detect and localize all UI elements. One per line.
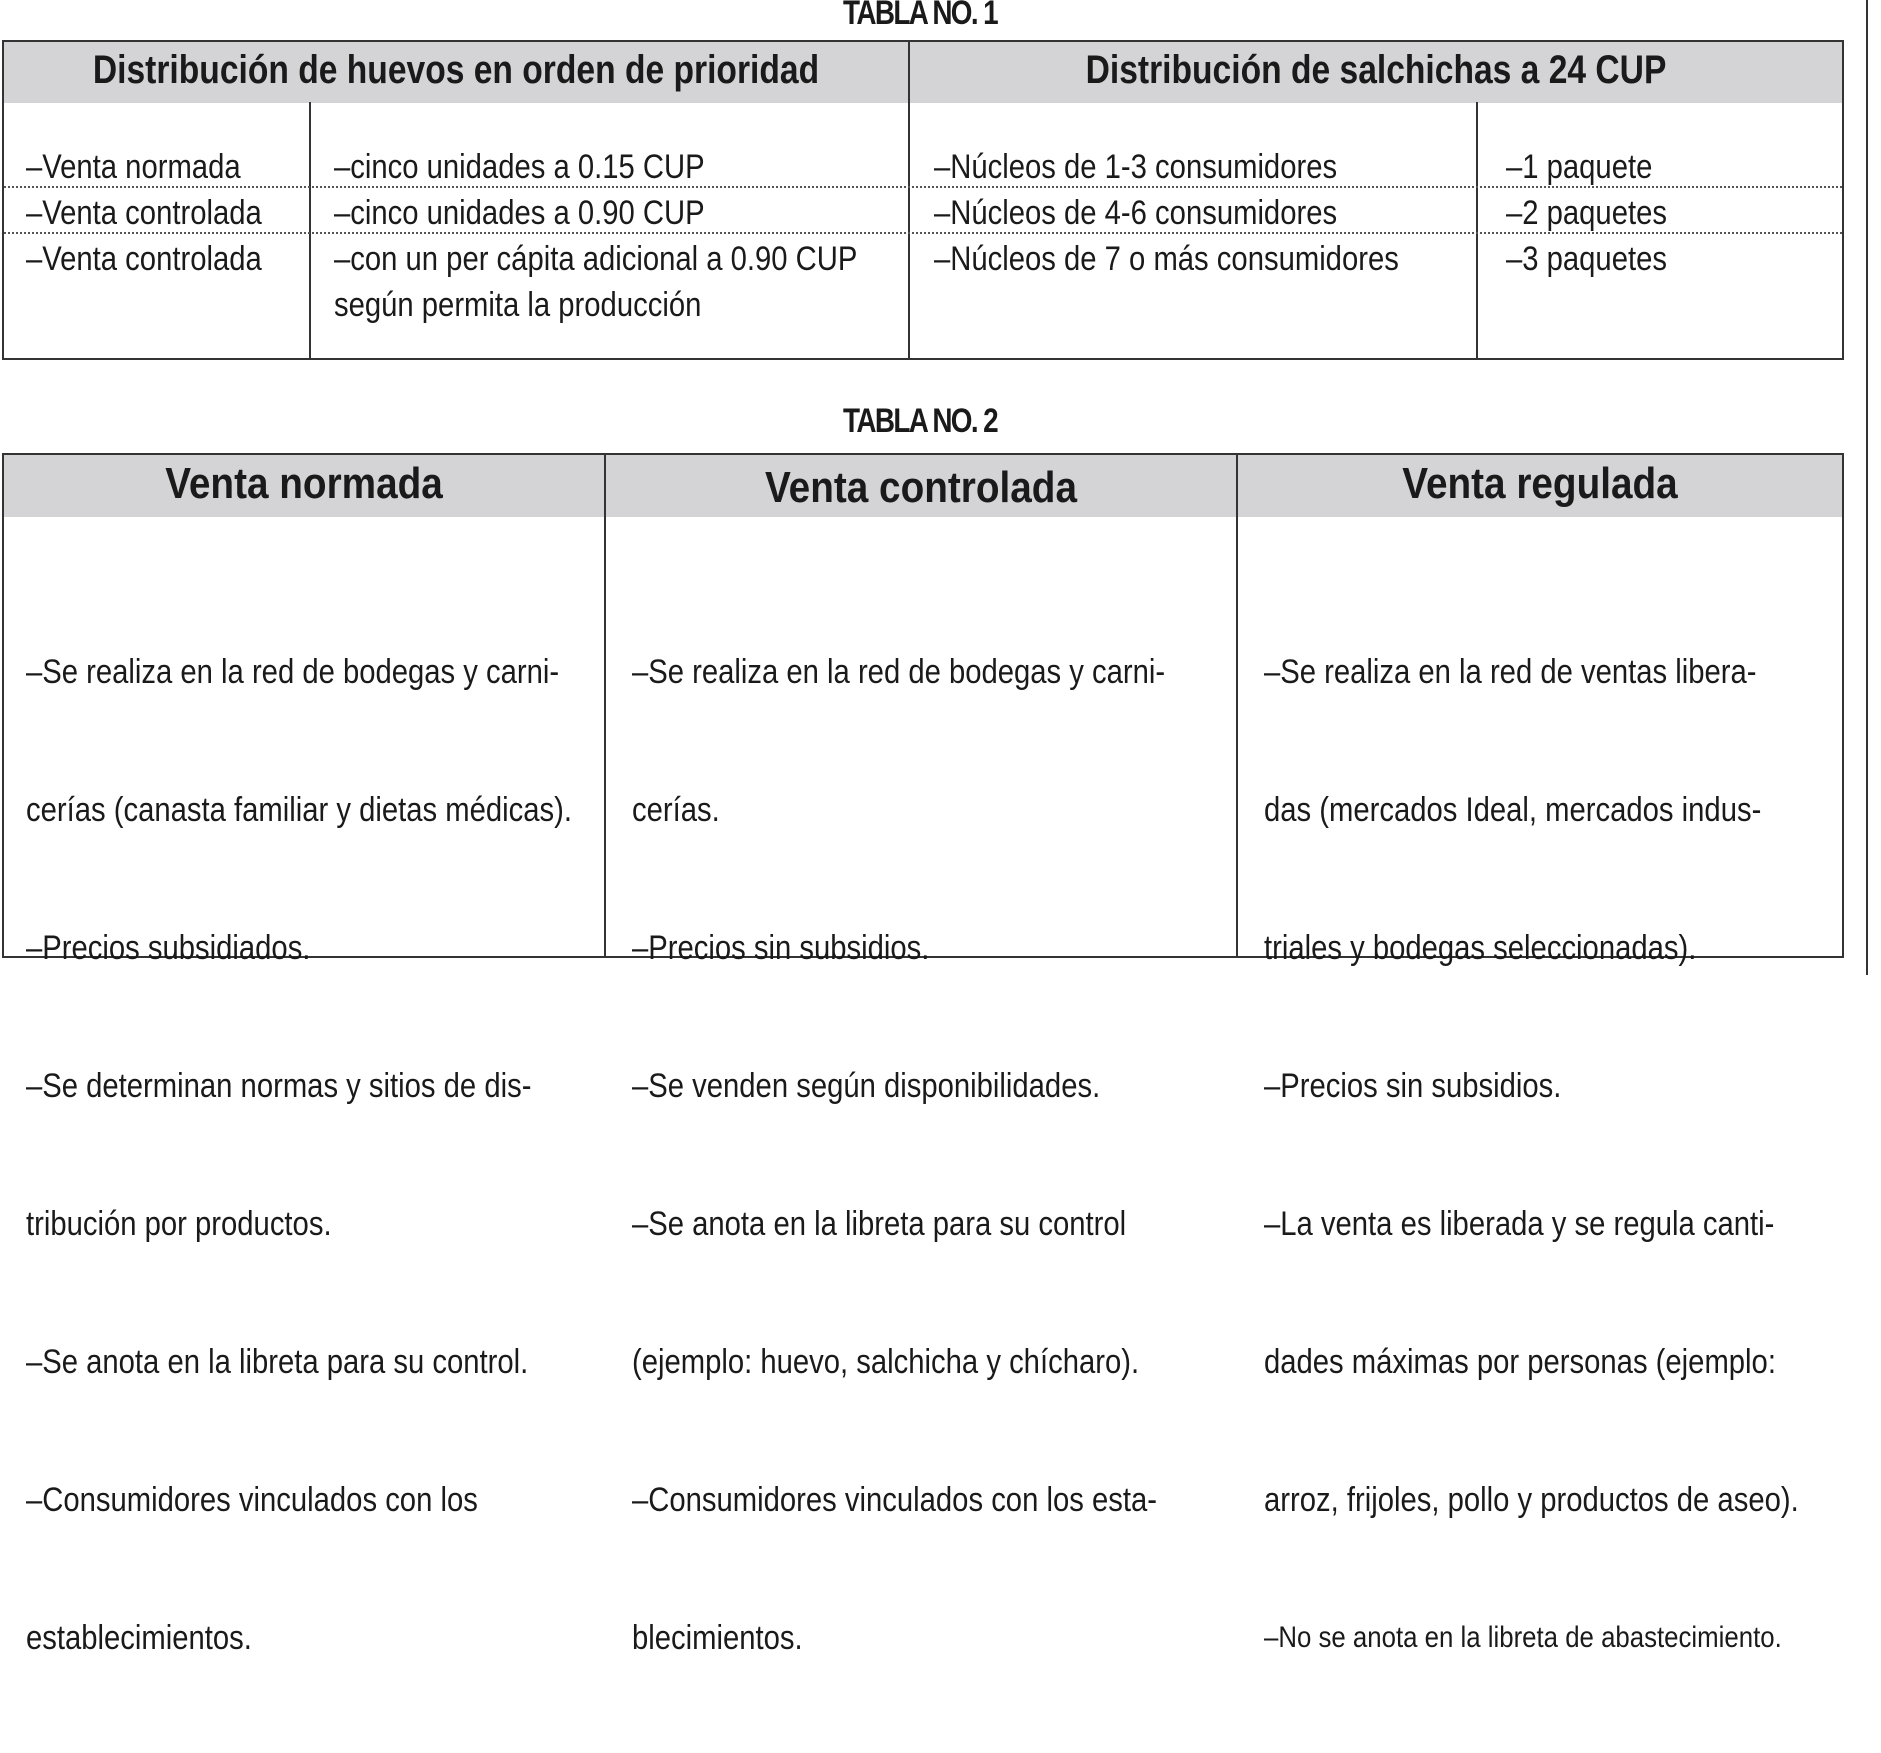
sausage-amount-1: –1 paquete [1506, 148, 1653, 186]
table2-caption: TABLA NO. 2 [843, 402, 997, 440]
body-line: cerías (canasta familiar y dietas médicas). [26, 791, 573, 829]
header-venta-regulada: Venta regulada [1402, 459, 1678, 508]
body-line: –La venta es liberada y se regula canti- [1264, 1205, 1775, 1243]
body-line: cerías. [632, 791, 720, 829]
body-line: –Se realiza en la red de bodegas y carni- [632, 653, 1166, 691]
sausage-nucleus-3: –Núcleos de 7 o más consumidores [934, 240, 1399, 278]
venta-normada-body [26, 557, 572, 1753]
table1-header-sausages: Distribución de salchichas a 24 CUP [1085, 48, 1667, 92]
header-venta-controlada: Venta controlada [764, 463, 1077, 512]
table1 [2, 40, 1844, 360]
sausage-amount-2: –2 paquetes [1506, 194, 1667, 232]
eggs-detail-1: –cinco unidades a 0.15 CUP [334, 148, 705, 186]
body-line: –No se anota en la libreta de abastecimiento. [1264, 1621, 1782, 1654]
table1-sausage-divider [1476, 102, 1478, 358]
table1-header-eggs: Distribución de huevos en orden de prioridad [92, 48, 820, 92]
page-right-rule [1866, 0, 1868, 975]
table2-divider-2 [1236, 455, 1238, 956]
eggs-type-1: –Venta normada [26, 148, 241, 186]
eggs-type-3: –Venta controlada [26, 240, 262, 278]
sausage-nucleus-1: –Núcleos de 1-3 consumidores [934, 148, 1338, 186]
sausage-nucleus-2: –Núcleos de 4-6 consumidores [934, 194, 1338, 232]
body-line: blecimientos. [632, 1619, 803, 1657]
body-line: arroz, frijoles, pollo y productos de aseo). [1264, 1481, 1799, 1519]
body-line: –Se anota en la libreta para su control. [26, 1343, 529, 1381]
table2-divider-1 [604, 455, 606, 956]
body-line: –Se realiza en la red de bodegas y carni- [26, 653, 560, 691]
body-line: tribución por productos. [26, 1205, 332, 1243]
eggs-detail-3b: según permita la producción [334, 286, 702, 324]
body-line: –Se realiza en la red de ventas libera- [1264, 653, 1757, 691]
table1-caption: TABLA NO. 1 [843, 0, 997, 32]
body-line: –Precios subsidiados. [26, 929, 311, 967]
body-line: –Consumidores vinculados con los esta- [632, 1481, 1157, 1519]
body-line: –Consumidores vinculados con los [26, 1481, 478, 1519]
eggs-detail-3a: –con un per cápita adicional a 0.90 CUP [334, 240, 858, 278]
header-venta-normada: Venta normada [165, 459, 443, 508]
eggs-detail-2: –cinco unidades a 0.90 CUP [334, 194, 705, 232]
body-line: dades máximas por personas (ejemplo: [1264, 1343, 1776, 1381]
body-line: –Se anota en la libreta para su control [632, 1205, 1127, 1243]
eggs-type-2: –Venta controlada [26, 194, 262, 232]
table1-eggs-divider [309, 102, 311, 358]
venta-regulada-body [1264, 557, 1799, 1753]
body-line: (ejemplo: huevo, salchicha y chícharo). [632, 1343, 1140, 1381]
body-line: –Se venden según disponibilidades. [632, 1067, 1101, 1105]
table2 [2, 453, 1844, 1657]
sausage-amount-3: –3 paquetes [1506, 240, 1667, 278]
table1-group-divider [908, 42, 910, 358]
body-line: –Precios sin subsidios. [1264, 1067, 1562, 1105]
body-line: establecimientos. [26, 1619, 252, 1657]
body-line: triales y bodegas seleccionadas). [1264, 929, 1697, 967]
venta-controlada-body [632, 557, 1165, 1753]
body-line: –Se determinan normas y sitios de dis- [26, 1067, 532, 1105]
body-line: das (mercados Ideal, mercados indus- [1264, 791, 1762, 829]
body-line: –Precios sin subsidios. [632, 929, 930, 967]
